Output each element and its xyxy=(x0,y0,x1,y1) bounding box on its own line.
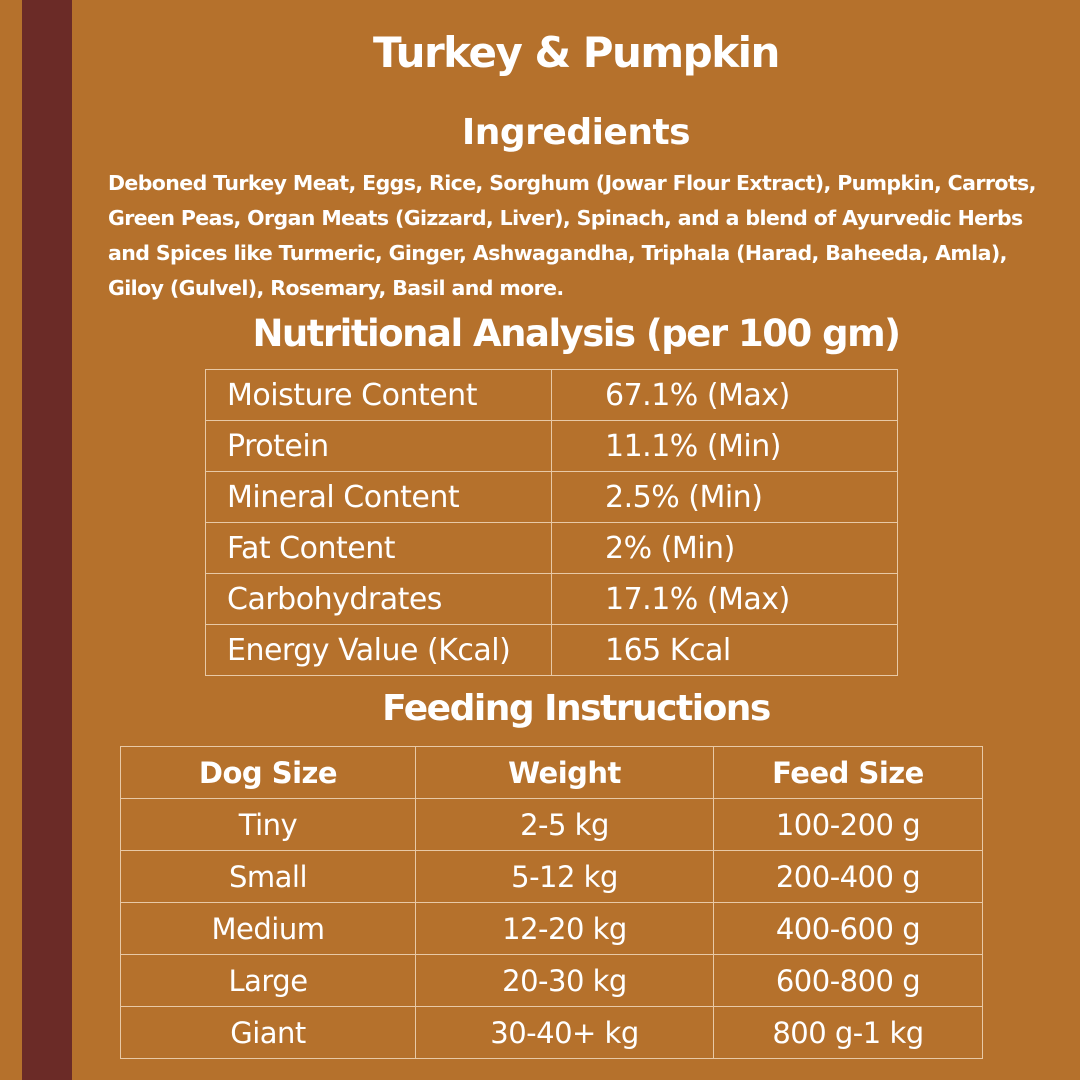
nutrient-label: Fat Content xyxy=(206,523,552,574)
nutrient-label: Mineral Content xyxy=(206,472,552,523)
table-row xyxy=(121,851,983,903)
dog-size-cell: Medium xyxy=(121,903,416,955)
table-row xyxy=(206,421,898,472)
column-header-weight: Weight xyxy=(416,747,714,799)
table-row xyxy=(206,472,898,523)
table-row xyxy=(121,903,983,955)
feed-size-cell: 200-400 g xyxy=(714,851,983,903)
table-row xyxy=(206,370,898,421)
dog-size-cell: Small xyxy=(121,851,416,903)
table-row xyxy=(206,523,898,574)
weight-cell: 30-40+ kg xyxy=(416,1007,714,1059)
feed-size-cell: 800 g-1 kg xyxy=(714,1007,983,1059)
nutrient-label: Energy Value (Kcal) xyxy=(206,625,552,676)
side-stripe xyxy=(22,0,72,1080)
page-title: Turkey & Pumpkin xyxy=(373,28,779,77)
nutrient-value: 11.1% (Min) xyxy=(552,421,898,472)
feed-size-cell: 400-600 g xyxy=(714,903,983,955)
nutrient-value: 67.1% (Max) xyxy=(552,370,898,421)
table-row xyxy=(121,799,983,851)
feeding-table xyxy=(120,746,983,1059)
weight-cell: 5-12 kg xyxy=(416,851,714,903)
weight-cell: 2-5 kg xyxy=(416,799,714,851)
nutrition-heading: Nutritional Analysis (per 100 gm) xyxy=(252,312,900,355)
nutrient-value: 2% (Min) xyxy=(552,523,898,574)
table-row xyxy=(206,625,898,676)
dog-size-cell: Tiny xyxy=(121,799,416,851)
feed-size-cell: 100-200 g xyxy=(714,799,983,851)
table-header-row xyxy=(121,747,983,799)
column-header-feed-size: Feed Size xyxy=(714,747,983,799)
column-header-dog-size: Dog Size xyxy=(121,747,416,799)
table-row xyxy=(121,955,983,1007)
nutrient-label: Protein xyxy=(206,421,552,472)
nutrient-value: 165 Kcal xyxy=(552,625,898,676)
nutrient-value: 2.5% (Min) xyxy=(552,472,898,523)
feeding-heading: Feeding Instructions xyxy=(382,688,770,729)
nutrition-table xyxy=(205,369,898,676)
nutrient-label: Carbohydrates xyxy=(206,574,552,625)
dog-size-cell: Giant xyxy=(121,1007,416,1059)
nutrient-value: 17.1% (Max) xyxy=(552,574,898,625)
ingredients-heading: Ingredients xyxy=(461,112,691,153)
ingredients-text: Deboned Turkey Meat, Eggs, Rice, Sorghum (Jowar Flour Extract), Pumpkin, Carrots, Green Peas, Organ Meats (Gizzard, Liver), Spinach, and a blend of Ayurvedic Herbs and Spices like Turmeric, Ginger, Ashwagandha, Triphala (Harad, Baheeda, Amla), Giloy (Gulvel), Rosemary, Basil and more. xyxy=(108,171,1036,300)
feed-size-cell: 600-800 g xyxy=(714,955,983,1007)
nutrient-label: Moisture Content xyxy=(206,370,552,421)
table-row xyxy=(121,1007,983,1059)
table-row xyxy=(206,574,898,625)
dog-size-cell: Large xyxy=(121,955,416,1007)
weight-cell: 20-30 kg xyxy=(416,955,714,1007)
weight-cell: 12-20 kg xyxy=(416,903,714,955)
